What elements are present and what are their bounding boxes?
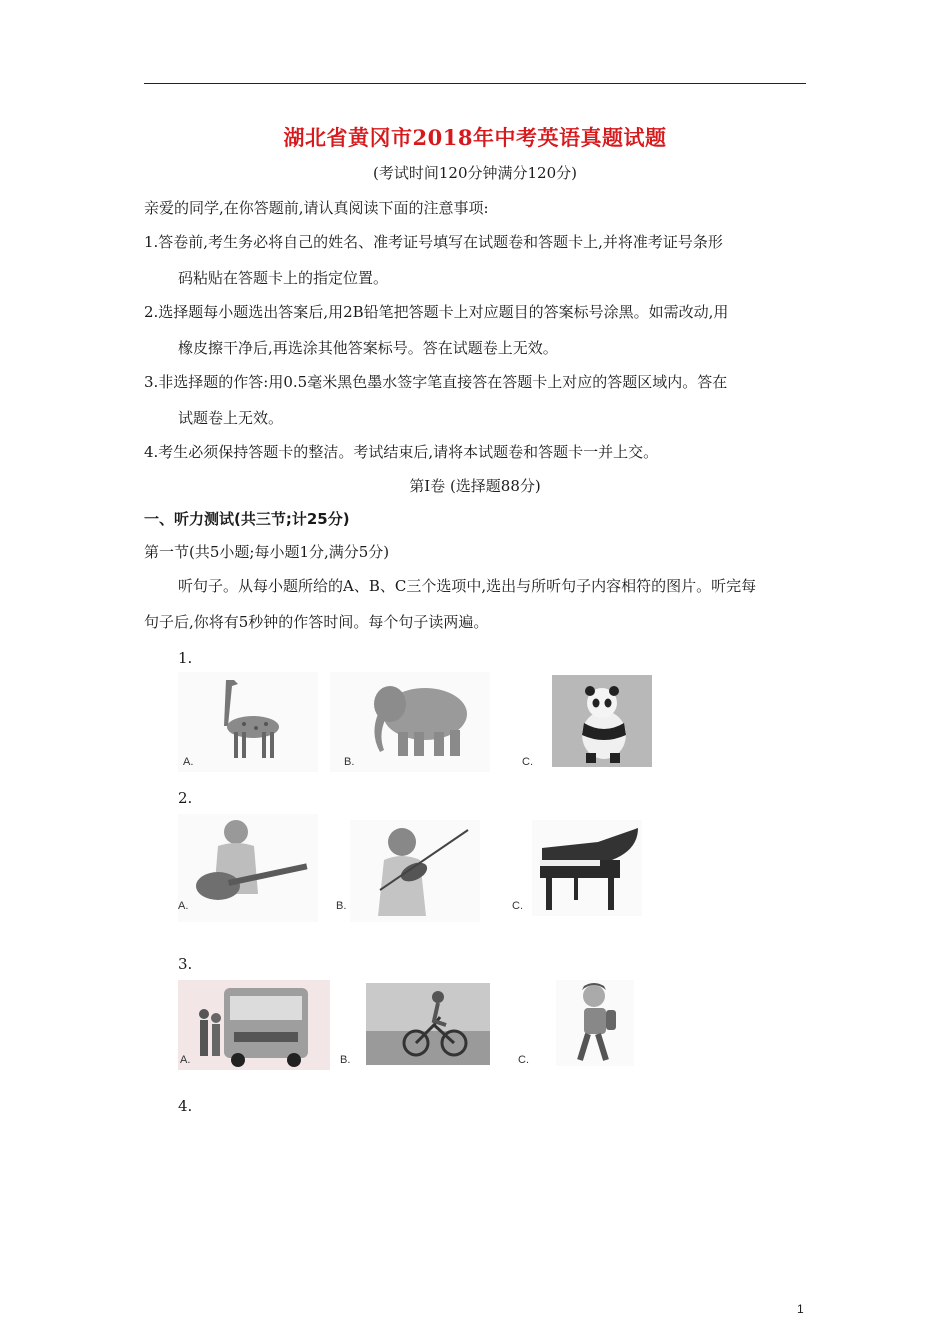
option-2b[interactable] [350,820,480,922]
option-2a[interactable] [178,814,318,922]
option-label: A. [180,1054,191,1066]
notice-intro: 亲爱的同学,在你答题前,请认真阅读下面的注意事项: [144,199,489,217]
option-label: B. [340,1054,351,1066]
notice-item-4: 4.考生必须保持答题卡的整洁。考试结束后,请将本试题卷和答题卡一并上交。 [144,443,659,461]
option-label: A. [178,900,189,912]
option-1a[interactable] [178,672,318,772]
notice-item-3: 3.非选择题的作答:用0.5毫米黑色墨水签字笔直接答在答题卡上对应的答题区域内。答在 [144,373,728,391]
page-number: 1 [797,1302,804,1316]
option-label: B. [344,756,355,768]
instruction-line-2: 句子后,你将有5秒钟的作答时间。每个句子读两遍。 [144,613,489,631]
question-number: 4. [178,1097,193,1115]
question-number: 1. [178,649,193,667]
option-3c[interactable] [556,980,634,1066]
question-number: 2. [178,789,193,807]
option-label: A. [183,756,194,768]
option-label: C. [522,756,533,768]
exam-title: 湖北省黄冈市2018年中考英语真题试题 [283,125,667,150]
piano-icon [532,820,642,916]
part-heading: 第一节(共5小题;每小题1分,满分5分) [144,543,390,561]
option-3b[interactable] [366,983,490,1065]
giraffe-icon [178,672,318,772]
option-3a[interactable] [178,980,330,1070]
notice-item-3-cont: 试题卷上无效。 [178,409,284,427]
notice-item-2-cont: 橡皮擦干净后,再选涂其他答案标号。答在试题卷上无效。 [178,339,558,357]
section-heading: 一、听力测试(共三节;计25分) [144,510,350,528]
option-1c[interactable] [552,675,652,767]
option-2c[interactable] [532,820,642,916]
notice-item-1-cont: 码粘贴在答题卡上的指定位置。 [178,269,389,287]
option-label: C. [518,1054,529,1066]
volume-heading: 第Ⅰ卷 (选择题88分) [409,477,541,495]
violin-player-icon [350,820,480,922]
walking-boy-icon [556,980,634,1066]
option-label: B. [336,900,347,912]
question-number: 3. [178,955,193,973]
bus-icon [178,980,330,1070]
instruction-line-1: 听句子。从每小题所给的A、B、C三个选项中,选出与所听句子内容相符的图片。听完每 [178,577,757,595]
panda-icon [552,675,652,767]
notice-item-1: 1.答卷前,考生务必将自己的姓名、准考证号填写在试题卷和答题卡上,并将准考证号条形 [144,233,723,251]
option-label: C. [512,900,523,912]
notice-item-2: 2.选择题每小题选出答案后,用2B铅笔把答题卡上对应题目的答案标号涂黑。如需改动,用 [144,303,729,321]
exam-subtitle: (考试时间120分钟满分120分) [373,164,577,182]
guitar-player-icon [178,814,318,922]
top-rule [144,83,806,84]
bicycle-rider-icon [366,983,490,1065]
